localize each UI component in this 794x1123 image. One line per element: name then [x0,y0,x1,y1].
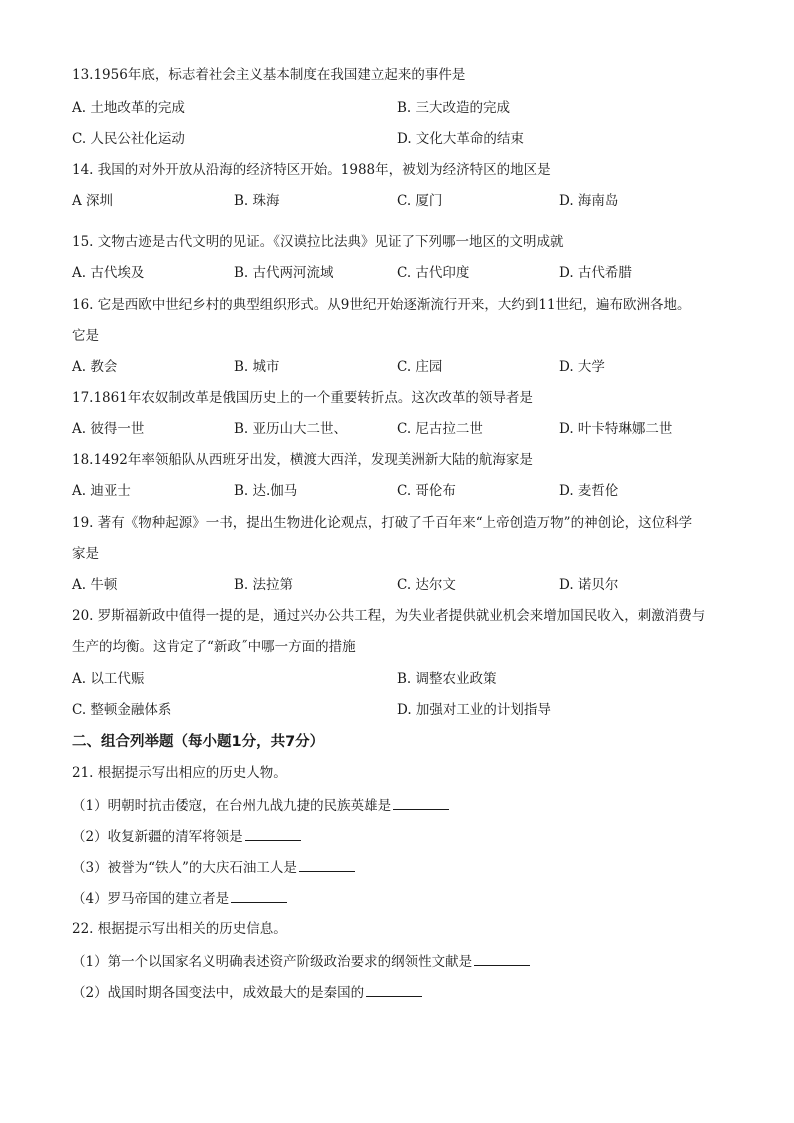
question-16-stem-line-1: 16. 它是西欧中世纪乡村的典型组织形式。从9世纪开始逐渐流行开来，大约到11世纪，遍布欧洲各地。 [72,297,691,313]
question-17-option-c: C. 尼古拉二世 [397,421,483,437]
question-19-option-c: C. 达尔文 [397,577,456,593]
question-16-option-b: B. 城市 [234,359,280,375]
answer-blank[interactable] [474,951,530,966]
answer-blank[interactable] [366,982,422,997]
question-14-option-c: C. 厦门 [397,193,443,209]
question-21-item-3-text: （3）被誉为“铁人”的大庆石油工人是 [72,860,297,876]
question-17-stem: 17.1861年农奴制改革是俄国历史上的一个重要转折点。这次改革的领导者是 [72,390,533,406]
question-21-item-4-text: （4）罗马帝国的建立者是 [72,891,230,907]
question-22-item-2 [72,982,732,1002]
question-20-option-d: D. 加强对工业的计划指导 [397,702,551,718]
question-17-option-a: A. 彼得一世 [72,421,145,437]
question-14-stem: 14. 我国的对外开放从沿海的经济特区开始。1988年，被划为经济特区的地区是 [72,162,551,178]
question-21-stem: 21. 根据提示写出相应的历史人物。 [72,765,287,781]
question-13-stem: 13.1956年底，标志着社会主义基本制度在我国建立起来的事件是 [72,67,466,83]
question-22-item-1-text: （1）第一个以国家名义明确表述资产阶级政治要求的纲领性文献是 [72,954,473,970]
question-21-item-1-text: （1）明朝时抗击倭寇，在台州九战九捷的民族英雄是 [72,798,392,814]
question-17-option-d: D. 叶卡特琳娜二世 [559,421,673,437]
question-15-stem: 15. 文物古迹是古代文明的见证。《汉谟拉比法典》见证了下列哪一地区的文明成就 [72,234,564,250]
question-13-option-b: B. 三大改造的完成 [397,100,511,116]
question-21-item-4 [72,888,732,908]
question-18-option-c: C. 哥伦布 [397,483,456,499]
question-13-option-c: C. 人民公社化运动 [72,131,185,147]
question-21-item-2 [72,826,732,846]
question-19-option-b: B. 法拉第 [234,577,294,593]
question-17-option-b: B. 亚历山大二世、 [234,421,348,437]
answer-blank[interactable] [299,857,355,872]
question-19-option-a: A. 牛顿 [72,577,118,593]
question-22-item-1 [72,951,732,971]
question-18-option-d: D. 麦哲伦 [559,483,619,499]
question-19-stem-line-1: 19. 著有《物种起源》一书，提出生物进化论观点，打破了千百年来“上帝创造万物”的神创论，这位科学 [72,515,693,531]
question-15-option-d: D. 古代希腊 [559,265,632,281]
question-21-item-2-text: （2）收复新疆的清军将领是 [72,829,243,845]
question-18-option-b: B. 达.伽马 [234,483,298,499]
question-14-option-b: B. 珠海 [234,193,280,209]
question-16-option-a: A. 教会 [72,359,118,375]
question-22-stem: 22. 根据提示写出相关的历史信息。 [72,921,287,937]
section-2-heading: 二、组合列举题（每小题1分，共7分） [72,734,325,750]
question-20-option-c: C. 整顿金融体系 [72,702,172,718]
question-15-option-b: B. 古代两河流域 [234,265,334,281]
question-20-stem-line-2: 生产的均衡。这肯定了“新政˝中哪一方面的措施 [72,639,356,655]
question-13-option-a: A. 土地改革的完成 [72,100,185,116]
question-15-option-c: C. 古代印度 [397,265,470,281]
answer-blank[interactable] [245,826,301,841]
question-20-option-a: A. 以工代赈 [72,671,145,687]
question-18-option-a: A. 迪亚士 [72,483,131,499]
question-18-stem: 18.1492年率领船队从西班牙出发，横渡大西洋，发现美洲新大陆的航海家是 [72,452,533,468]
question-13-option-d: D. 文化大革命的结束 [397,131,524,147]
question-22-item-2-text: （2）战国时期各国变法中，成效最大的是秦国的 [72,985,365,1001]
question-16-stem-line-2: 它是 [72,328,99,344]
question-19-stem-line-2: 家是 [72,546,99,562]
question-14-option-d: D. 海南岛 [559,193,619,209]
question-21-item-3 [72,857,732,877]
question-20-stem-line-1: 20. 罗斯福新政中值得一提的是，通过兴办公共工程，为失业者提供就业机会来增加国民收入，刺激消费与 [72,608,706,624]
question-20-option-b: B. 调整农业政策 [397,671,497,687]
question-14-option-a: A 深圳 [72,193,114,209]
question-15-option-a: A. 古代埃及 [72,265,145,281]
question-16-option-d: D. 大学 [559,359,605,375]
question-21-item-1 [72,795,732,815]
answer-blank[interactable] [393,795,449,810]
question-19-option-d: D. 诺贝尔 [559,577,619,593]
question-16-option-c: C. 庄园 [397,359,443,375]
answer-blank[interactable] [231,888,287,903]
